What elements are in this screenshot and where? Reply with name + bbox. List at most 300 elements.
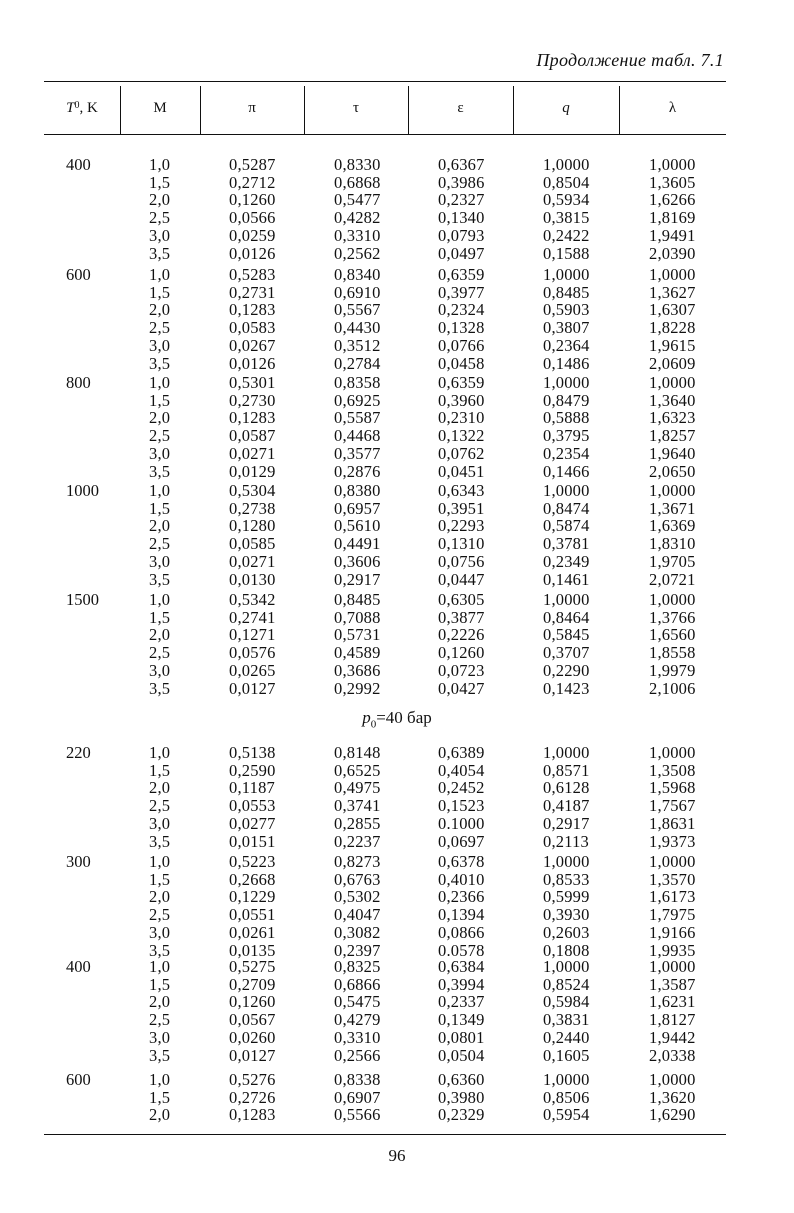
table-cell: 0,0697 [438, 831, 485, 851]
table-cell: 0,8571 [543, 760, 590, 780]
table-cell: 0,1271 [229, 625, 276, 645]
table-cell: 0,8380 [334, 481, 381, 500]
table-cell: 0,0756 [438, 551, 485, 571]
table-cell: 2,5 [149, 905, 171, 925]
table-cell: 1,9373 [649, 831, 696, 851]
table-cell: 3,5 [149, 243, 171, 263]
table-cell: 0,1260 [438, 643, 485, 663]
table-cell: 0,2730 [229, 390, 276, 410]
table-cell: 0,4282 [334, 208, 381, 228]
table-cell: 2,0 [149, 190, 171, 210]
table-cell: 2,0 [149, 408, 171, 428]
table-cell: 1,3587 [649, 974, 696, 994]
table-cell: 2,0 [149, 1105, 171, 1125]
table-caption: Продолжение табл. 7.1 [536, 50, 724, 70]
table-cell: 1,0000 [649, 155, 696, 174]
table-cell: 1,0000 [543, 743, 590, 762]
table-cell: 0,1310 [438, 534, 485, 554]
table-cell: 0,1280 [229, 516, 276, 536]
table-cell: 0,4491 [334, 534, 381, 554]
table-cell: 0,4187 [543, 796, 590, 816]
table-cell: 2,5 [149, 318, 171, 338]
table-cell: 0,0553 [229, 796, 276, 816]
table-cell: 0,3577 [334, 443, 381, 463]
table-cell: 0,0271 [229, 443, 276, 463]
header-q: q [562, 100, 570, 116]
table-cell: 0,1283 [229, 1105, 276, 1125]
table-cell: 0,1283 [229, 300, 276, 320]
table-cell: 0,0126 [229, 353, 276, 373]
table-cell: 0,1423 [543, 678, 590, 698]
table-cell: 0,5566 [334, 1105, 381, 1125]
t0-value: 1000 [66, 481, 99, 500]
table-cell: 1,8257 [649, 426, 696, 446]
table-cell: 0,1322 [438, 426, 485, 446]
table-cell: 0,3951 [438, 498, 485, 518]
table-cell: 1,8228 [649, 318, 696, 338]
table-cell: 0,0801 [438, 1027, 485, 1047]
table-cell: 1,6290 [649, 1105, 696, 1125]
table-cell: 0,5934 [543, 190, 590, 210]
table-cell: 1,9979 [649, 660, 696, 680]
table-cell: 0,0458 [438, 353, 485, 373]
table-cell: 0,3082 [334, 922, 381, 942]
table-cell: 0,3512 [334, 335, 381, 355]
table-cell: 0,0567 [229, 1010, 276, 1030]
table-cell: 0,2917 [543, 813, 590, 833]
table-cell: 0,2422 [543, 225, 590, 245]
table-cell: 0,5610 [334, 516, 381, 536]
table-cell: 1,8310 [649, 534, 696, 554]
t0-value: 400 [66, 957, 91, 976]
table-cell: 0,6763 [334, 869, 381, 889]
t0-value: 220 [66, 743, 91, 762]
table-cell: 1,0000 [649, 957, 696, 976]
header-bottom-rule [44, 134, 726, 135]
table-cell: 1,0 [149, 852, 171, 871]
table-cell: 0,2738 [229, 498, 276, 518]
table-cell: 1,0000 [649, 590, 696, 609]
table-cell: 0,0447 [438, 569, 485, 589]
table-cell: 0,0551 [229, 905, 276, 925]
table-cell: 2,5 [149, 208, 171, 228]
table-cell: 1,5 [149, 869, 171, 889]
table-cell: 0,8340 [334, 265, 381, 284]
table-cell: 0,6378 [438, 852, 485, 871]
table-cell: 0,2603 [543, 922, 590, 942]
table-cell: 0,8474 [543, 498, 590, 518]
table-cell: 0,0265 [229, 660, 276, 680]
table-cell: 3,0 [149, 660, 171, 680]
table-cell: 0,5302 [334, 887, 381, 907]
table-cell: 0,0130 [229, 569, 276, 589]
table-cell: 1,9935 [649, 940, 696, 960]
table-cell: 2,0338 [649, 1045, 696, 1065]
table-cell: 0,4047 [334, 905, 381, 925]
table-cell: 1,9491 [649, 225, 696, 245]
table-cell: 1,3627 [649, 282, 696, 302]
table-cell: 3,0 [149, 922, 171, 942]
table-cell: 0,6343 [438, 481, 485, 500]
table-cell: 1,0000 [649, 852, 696, 871]
t0-value: 800 [66, 373, 91, 392]
table-cell: 0,5283 [229, 265, 276, 284]
table-cell: 0,2741 [229, 607, 276, 627]
table-cell: 1,0 [149, 155, 171, 174]
table-cell: 0,5475 [334, 992, 381, 1012]
table-cell: 1,0 [149, 590, 171, 609]
table-cell: 0,5287 [229, 155, 276, 174]
table-cell: 0,3781 [543, 534, 590, 554]
table-cell: 0,0135 [229, 940, 276, 960]
table-cell: 0,5845 [543, 625, 590, 645]
table-cell: 0,1808 [543, 940, 590, 960]
table-cell: 1,3508 [649, 760, 696, 780]
table-cell: 3,0 [149, 1027, 171, 1047]
table-cell: 0,3310 [334, 1027, 381, 1047]
table-cell: 0,4279 [334, 1010, 381, 1030]
table-cell: 1,5 [149, 607, 171, 627]
table-cell: 2,0 [149, 625, 171, 645]
table-cell: 0,6868 [334, 172, 381, 192]
table-cell: 3,5 [149, 678, 171, 698]
t0-value: 400 [66, 155, 91, 174]
table-cell: 1,9615 [649, 335, 696, 355]
table-cell: 2,0 [149, 992, 171, 1012]
table-cell: 0,5731 [334, 625, 381, 645]
table-cell: 2,5 [149, 643, 171, 663]
table-cell: 0,1283 [229, 408, 276, 428]
table-cell: 0,3686 [334, 660, 381, 680]
table-cell: 0,5223 [229, 852, 276, 871]
table-cell: 0,5304 [229, 481, 276, 500]
table-cell: 0,0271 [229, 551, 276, 571]
table-cell: 0,2364 [543, 335, 590, 355]
table-cell: 0,5903 [543, 300, 590, 320]
table-cell: 1,6231 [649, 992, 696, 1012]
table-cell: 0,8325 [334, 957, 381, 976]
table-cell: 0,2562 [334, 243, 381, 263]
table-cell: 1,3605 [649, 172, 696, 192]
table-cell: 1,0000 [649, 373, 696, 392]
table-cell: 0,8358 [334, 373, 381, 392]
table-cell: 2,0650 [649, 461, 696, 481]
table-cell: 2,0 [149, 300, 171, 320]
table-cell: 2,5 [149, 796, 171, 816]
section-title: $p_0=40$ бар [362, 708, 432, 731]
table-cell: 0,2366 [438, 887, 485, 907]
table-cell: 0,8485 [334, 590, 381, 609]
table-cell: 1,0 [149, 957, 171, 976]
table-cell: 0,8506 [543, 1087, 590, 1107]
table-cell: 0,5888 [543, 408, 590, 428]
table-cell: 0,6957 [334, 498, 381, 518]
table-cell: 1,9705 [649, 551, 696, 571]
table-cell: 1,0000 [649, 481, 696, 500]
table-cell: 0,2397 [334, 940, 381, 960]
table-cell: 2,0 [149, 778, 171, 798]
table-cell: 0,3795 [543, 426, 590, 446]
table-cell: 0,2226 [438, 625, 485, 645]
table-cell: 1,6266 [649, 190, 696, 210]
table-cell: 0,4468 [334, 426, 381, 446]
table-cell: 0,1461 [543, 569, 590, 589]
table-cell: 1,7975 [649, 905, 696, 925]
table-cell: 0,6389 [438, 743, 485, 762]
table-cell: 0,3986 [438, 172, 485, 192]
table-cell: 0,0451 [438, 461, 485, 481]
t0-value: 600 [66, 1070, 91, 1089]
table-cell: 0,3994 [438, 974, 485, 994]
table-cell: 0,5587 [334, 408, 381, 428]
table-cell: 0,2113 [543, 831, 589, 851]
table-cell: 1,6369 [649, 516, 696, 536]
table-cell: 0,0129 [229, 461, 276, 481]
table-cell: 0,8330 [334, 155, 381, 174]
bottom-rule [44, 1134, 726, 1135]
table-cell: 3,0 [149, 335, 171, 355]
table-cell: 3,5 [149, 353, 171, 373]
table-cell: 1,6323 [649, 408, 696, 428]
table-cell: 0,5999 [543, 887, 590, 907]
page-number: 96 [388, 1146, 406, 1165]
table-cell: 2,0609 [649, 353, 696, 373]
table-cell: 0,3930 [543, 905, 590, 925]
table-cell: 3,5 [149, 940, 171, 960]
table-cell: 0,0127 [229, 678, 276, 698]
table-cell: 2,1006 [649, 678, 696, 698]
table-cell: 3,5 [149, 1045, 171, 1065]
table-cell: 0,2452 [438, 778, 485, 798]
table-cell: 0,5954 [543, 1105, 590, 1125]
table-cell: 1,3671 [649, 498, 696, 518]
table-cell: 3,0 [149, 551, 171, 571]
table-cell: 1,0000 [543, 852, 590, 871]
table-cell: 1,0000 [649, 265, 696, 284]
table-cell: 1,0000 [543, 265, 590, 284]
table-cell: 0,4430 [334, 318, 381, 338]
table-cell: 0,6384 [438, 957, 485, 976]
table-cell: 0,0793 [438, 225, 485, 245]
table-cell: 1,5 [149, 974, 171, 994]
top-rule [44, 81, 726, 82]
table-cell: 1,3640 [649, 390, 696, 410]
table-cell: 0,1523 [438, 796, 485, 816]
table-cell: 0,5301 [229, 373, 276, 392]
table-cell: 1,0000 [649, 1070, 696, 1089]
table-cell: 1,5968 [649, 778, 696, 798]
table-cell: 1,5 [149, 390, 171, 410]
header-tau: τ [352, 100, 360, 116]
table-cell: 0,1588 [543, 243, 590, 263]
table-cell: 0,4010 [438, 869, 485, 889]
table-cell: 0,6907 [334, 1087, 381, 1107]
table-cell: 0,8533 [543, 869, 590, 889]
table-cell: 1,0 [149, 481, 171, 500]
table-cell: 0,1229 [229, 887, 276, 907]
table-cell: 0,8273 [334, 852, 381, 871]
table-cell: 1,0000 [649, 743, 696, 762]
table-cell: 0,2337 [438, 992, 485, 1012]
table-cell: 1,0 [149, 373, 171, 392]
table-cell: 2,0 [149, 887, 171, 907]
table-cell: 0,8485 [543, 282, 590, 302]
table-cell: 3,5 [149, 461, 171, 481]
table-cell: 0,3877 [438, 607, 485, 627]
table-cell: 0,5276 [229, 1070, 276, 1089]
table-cell: 2,5 [149, 1010, 171, 1030]
table-cell: 0,3807 [543, 318, 590, 338]
table-cell: 0,0762 [438, 443, 485, 463]
table-cell: 1,6173 [649, 887, 696, 907]
table-cell: 0,1260 [229, 992, 276, 1012]
table-cell: 1,0 [149, 1070, 171, 1089]
table-cell: 1,6560 [649, 625, 696, 645]
table-cell: 0,0277 [229, 813, 276, 833]
table-cell: 0,0566 [229, 208, 276, 228]
table-cell: 0,5138 [229, 743, 276, 762]
table-cell: 3,0 [149, 443, 171, 463]
t0-value: 600 [66, 265, 91, 284]
table-cell: 0,5874 [543, 516, 590, 536]
table-cell: 0,3960 [438, 390, 485, 410]
table-cell: 0,2293 [438, 516, 485, 536]
table-cell: 0,3831 [543, 1010, 590, 1030]
table-cell: 0,2349 [543, 551, 590, 571]
table-cell: 0,2876 [334, 461, 381, 481]
table-cell: 0,4589 [334, 643, 381, 663]
table-cell: 0,3310 [334, 225, 381, 245]
table-cell: 2,5 [149, 534, 171, 554]
table-cell: 1,8558 [649, 643, 696, 663]
table-cell: 0,0261 [229, 922, 276, 942]
table-cell: 1,9166 [649, 922, 696, 942]
table-cell: 0,1394 [438, 905, 485, 925]
table-cell: 0,3815 [543, 208, 590, 228]
table-cell: 1,6307 [649, 300, 696, 320]
table-cell: 1,0000 [543, 481, 590, 500]
table-cell: 0,2590 [229, 760, 276, 780]
table-cell: 0,0427 [438, 678, 485, 698]
table-cell: 0,0723 [438, 660, 485, 680]
table-cell: 0,0576 [229, 643, 276, 663]
table-cell: 0,2237 [334, 831, 381, 851]
table-cell: 0,2917 [334, 569, 381, 589]
table-cell: 0,2709 [229, 974, 276, 994]
table-cell: 0,0259 [229, 225, 276, 245]
table-cell: 0,4975 [334, 778, 381, 798]
table-cell: 0,5477 [334, 190, 381, 210]
table-cell: 0,0267 [229, 335, 276, 355]
table-cell: 0,1349 [438, 1010, 485, 1030]
table-cell: 0,6910 [334, 282, 381, 302]
table-cell: 0,3741 [334, 796, 381, 816]
table-cell: 0,2324 [438, 300, 485, 320]
table-cell: 1,3570 [649, 869, 696, 889]
t0-value: 1500 [66, 590, 99, 609]
table-cell: 1,9640 [649, 443, 696, 463]
table-cell: 0,0766 [438, 335, 485, 355]
table-cell: 0,1328 [438, 318, 485, 338]
table-cell: 0,2290 [543, 660, 590, 680]
table-cell: 2,0390 [649, 243, 696, 263]
table-cell: 0,6305 [438, 590, 485, 609]
table-cell: 0,5567 [334, 300, 381, 320]
table-cell: 0,8148 [334, 743, 381, 762]
table-cell: 0,0585 [229, 534, 276, 554]
header-epsilon: ε [457, 100, 464, 116]
table-cell: 1,0000 [543, 590, 590, 609]
table-cell: 0,2712 [229, 172, 276, 192]
table-cell: 0,8524 [543, 974, 590, 994]
table-cell: 0,8464 [543, 607, 590, 627]
table-cell: 0,6367 [438, 155, 485, 174]
table-cell: 0.0578 [438, 940, 485, 960]
table-cell: 0,6359 [438, 373, 485, 392]
table-cell: 1,0000 [543, 373, 590, 392]
table-cell: 0,8479 [543, 390, 590, 410]
table-cell: 1,8631 [649, 813, 696, 833]
table-cell: 0,3980 [438, 1087, 485, 1107]
table-cell: 0,0260 [229, 1027, 276, 1047]
table-cell: 0,1605 [543, 1045, 590, 1065]
table-cell: 0,0504 [438, 1045, 485, 1065]
header-t0: T 0 , K [66, 100, 98, 116]
table-cell: 0,2784 [334, 353, 381, 373]
table-cell: 0,3977 [438, 282, 485, 302]
table-cell: 0,2726 [229, 1087, 276, 1107]
table-cell: 0,1260 [229, 190, 276, 210]
table-cell: 0,6925 [334, 390, 381, 410]
table-cell: 3,0 [149, 813, 171, 833]
table-cell: 1,3766 [649, 607, 696, 627]
table-cell: 0,2440 [543, 1027, 590, 1047]
table-cell: 0,0866 [438, 922, 485, 942]
table-cell: 3,0 [149, 225, 171, 245]
table-cell: 0,1466 [543, 461, 590, 481]
table-cell: 2,5 [149, 426, 171, 446]
table-cell: 0,2310 [438, 408, 485, 428]
table-cell: 0,0151 [229, 831, 276, 851]
table-cell: 0,4054 [438, 760, 485, 780]
table-cell: 0,1486 [543, 353, 590, 373]
table-cell: 1,0 [149, 743, 171, 762]
table-cell: 0,7088 [334, 607, 381, 627]
table-cell: 0,6359 [438, 265, 485, 284]
table-cell: 0,1187 [229, 778, 275, 798]
table-cell: 2,0721 [649, 569, 696, 589]
table-cell: 1,7567 [649, 796, 696, 816]
table-cell: 1,8169 [649, 208, 696, 228]
table-cell: 1,5 [149, 498, 171, 518]
table-cell: 0,2992 [334, 678, 381, 698]
table-cell: 0,5342 [229, 590, 276, 609]
table-cell: 1,3620 [649, 1087, 696, 1107]
table-cell: 0,0583 [229, 318, 276, 338]
table-cell: 3,5 [149, 831, 171, 851]
t0-value: 300 [66, 852, 91, 871]
table-cell: 0,3606 [334, 551, 381, 571]
table-cell: 1,5 [149, 282, 171, 302]
table-cell: 1,5 [149, 172, 171, 192]
table-cell: 0,2566 [334, 1045, 381, 1065]
table-cell: 1,5 [149, 1087, 171, 1107]
table-cell: 1,0000 [543, 957, 590, 976]
table-cell: 0,0497 [438, 243, 485, 263]
table-cell: 0,2855 [334, 813, 381, 833]
table-cell: 0,6525 [334, 760, 381, 780]
table-cell: 0,8338 [334, 1070, 381, 1089]
